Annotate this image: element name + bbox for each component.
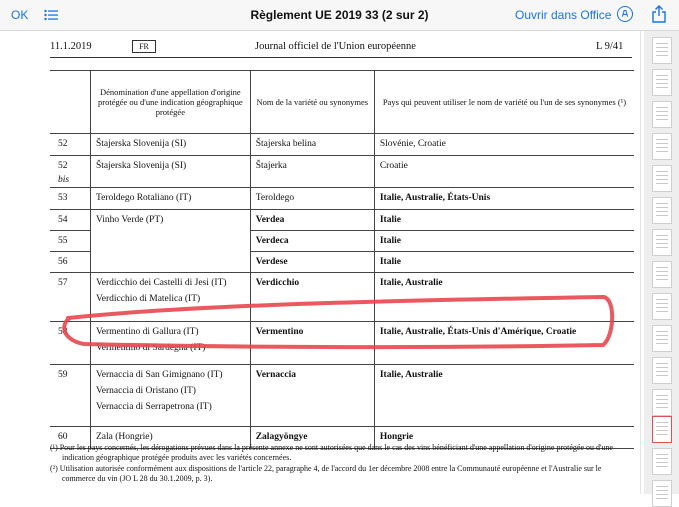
header-denomination: Dénomination d'une appellation d'origine protégée ou d'une indication géographique protégée (90, 71, 250, 134)
row-number (50, 210, 90, 231)
row-number (50, 156, 90, 188)
countries-cell: Italie, Australie (374, 273, 634, 322)
denomination-text: Verdicchio di Matelica (IT) (95, 294, 201, 304)
denomination-cell (90, 188, 250, 210)
thumbnail-page[interactable] (652, 293, 672, 320)
header-variety: Nom de la variété ou synonymes (250, 71, 374, 134)
thumbnail-page[interactable] (652, 325, 672, 352)
toolbar (0, 0, 679, 31)
footnote-2: (²) Utilisation autorisée conformément aux dispositions de l'article 22, paragraphe 4, de l'accord du 1er décembre 2008 entre la Communauté européenne et l'Australie sur le commerce du vin (JO L 28 du 30.1.2009, p. 3). (50, 464, 602, 483)
denomination-text: Vinho Verde (PT) (95, 215, 164, 225)
page-thumbnails (644, 31, 679, 494)
denomination-text: Štajerska Slovenija (SI) (95, 161, 187, 171)
table-body (50, 134, 634, 449)
countries-cell: Italie, Australie, États-Unis (374, 188, 634, 210)
denomination-cell (90, 210, 250, 273)
row-number-text: 52 (58, 161, 68, 171)
countries-cell: Hongrie (374, 427, 634, 449)
denomination-text: Vermentino di Sardegna (IT) (95, 343, 206, 353)
row-number-text: 53 (58, 193, 68, 203)
row-number (50, 365, 90, 427)
denomination-cell (90, 134, 250, 156)
variety-cell: Verdese (250, 252, 374, 273)
row-number (50, 134, 90, 156)
countries-cell: Italie (374, 210, 634, 231)
thumbnail-page[interactable] (652, 261, 672, 288)
ok-button[interactable]: OK (11, 8, 29, 22)
thumbnail-page[interactable] (652, 448, 672, 475)
denomination-cell (90, 322, 250, 365)
countries-cell: Slovénie, Croatie (374, 134, 634, 156)
thumbnail-page[interactable] (652, 133, 672, 160)
variety-cell: Verdicchio (250, 273, 374, 322)
table-row (50, 134, 634, 156)
header-number (50, 71, 90, 134)
variety-cell: Vermentino (250, 322, 374, 365)
row-number-text: 60 (58, 432, 68, 442)
thumbnail-page[interactable] (652, 101, 672, 128)
thumbnail-page-current[interactable] (652, 416, 672, 443)
row-number-text: 56 (58, 257, 68, 267)
variety-cell: Vernaccia (250, 365, 374, 427)
row-number (50, 252, 90, 273)
countries-cell: Italie (374, 252, 634, 273)
footnote-1: (¹) Pour les pays concernés, les dérogations prévues dans la présente annexe ne sont autorisées que dans le cas des vins bénéficiant d'une appellation d'origine protégée ou d'une indication géographique protégée produits avec les variétés concernées. (50, 443, 613, 462)
thumbnail-page[interactable] (652, 165, 672, 192)
table-row (50, 210, 634, 231)
row-number (50, 231, 90, 252)
language-box: FR (132, 40, 156, 53)
table-row (50, 273, 634, 322)
table-header-row (50, 71, 634, 134)
thumbnail-page[interactable] (652, 389, 672, 416)
variety-cell: Štajerska belina (250, 134, 374, 156)
table-row (50, 365, 634, 427)
countries-cell: Italie, Australie (374, 365, 634, 427)
markup-pen-icon[interactable] (617, 6, 633, 22)
countries-cell: Italie, Australie, États-Unis d'Amérique, Croatie (374, 322, 634, 365)
variety-cell: Teroldego (250, 188, 374, 210)
open-in-office-button[interactable]: Ouvrir dans Office (515, 8, 612, 22)
variety-cell: Verdea (250, 210, 374, 231)
row-number-text: 57 (58, 278, 68, 288)
denomination-text: Štajerska Slovenija (SI) (95, 139, 187, 149)
row-number-suffix: bis (58, 175, 70, 185)
denomination-cell (90, 365, 250, 427)
countries-cell: Croatie (374, 156, 634, 188)
row-number (50, 188, 90, 210)
row-number-text: 55 (58, 236, 68, 246)
header-rule (50, 57, 632, 58)
table-row (50, 188, 634, 210)
denomination-text: Vernaccia di Serrapetrona (IT) (95, 402, 212, 412)
denomination-text: Vermentino di Gallura (IT) (95, 327, 199, 337)
table-row (50, 322, 634, 365)
footnotes (50, 443, 632, 485)
share-icon[interactable] (651, 5, 667, 23)
document-title: Règlement UE 2019 33 (2 sur 2) (250, 8, 429, 22)
row-number-text: 59 (58, 370, 68, 380)
variety-cell: Verdeca (250, 231, 374, 252)
pdf-page (28, 31, 641, 494)
denomination-text: Vernaccia di Oristano (IT) (95, 386, 196, 396)
denomination-text: Teroldego Rotaliano (IT) (95, 193, 192, 203)
denomination-cell (90, 273, 250, 322)
variety-cell: Štajerka (250, 156, 374, 188)
denomination-cell (90, 156, 250, 188)
row-number-text: 54 (58, 215, 68, 225)
varieties-table (50, 70, 634, 449)
table-row (50, 156, 634, 188)
thumbnail-page[interactable] (652, 357, 672, 384)
thumbnail-page[interactable] (652, 197, 672, 224)
denomination-text: Verdicchio dei Castelli di Jesi (IT) (95, 278, 227, 288)
row-number (50, 322, 90, 365)
row-number-text: 52 (58, 139, 68, 149)
thumbnail-page[interactable] (652, 69, 672, 96)
countries-cell: Italie (374, 231, 634, 252)
page-number: L 9/41 (596, 41, 624, 52)
thumbnail-page[interactable] (652, 37, 672, 64)
row-number (50, 273, 90, 322)
variety-cell: Zalagyöngye (250, 427, 374, 449)
denomination-text: Vernaccia di San Gimignano (IT) (95, 370, 223, 380)
journal-title: Journal officiel de l'Union européenne (255, 41, 416, 52)
denomination-text: Zala (Hongrie) (95, 432, 153, 442)
row-number-text: 58 (58, 327, 68, 337)
header-countries: Pays qui peuvent utiliser le nom de variété ou l'un de ses synonymes (¹) (374, 71, 634, 134)
publication-date: 11.1.2019 (50, 41, 92, 52)
thumbnail-page[interactable] (652, 229, 672, 256)
